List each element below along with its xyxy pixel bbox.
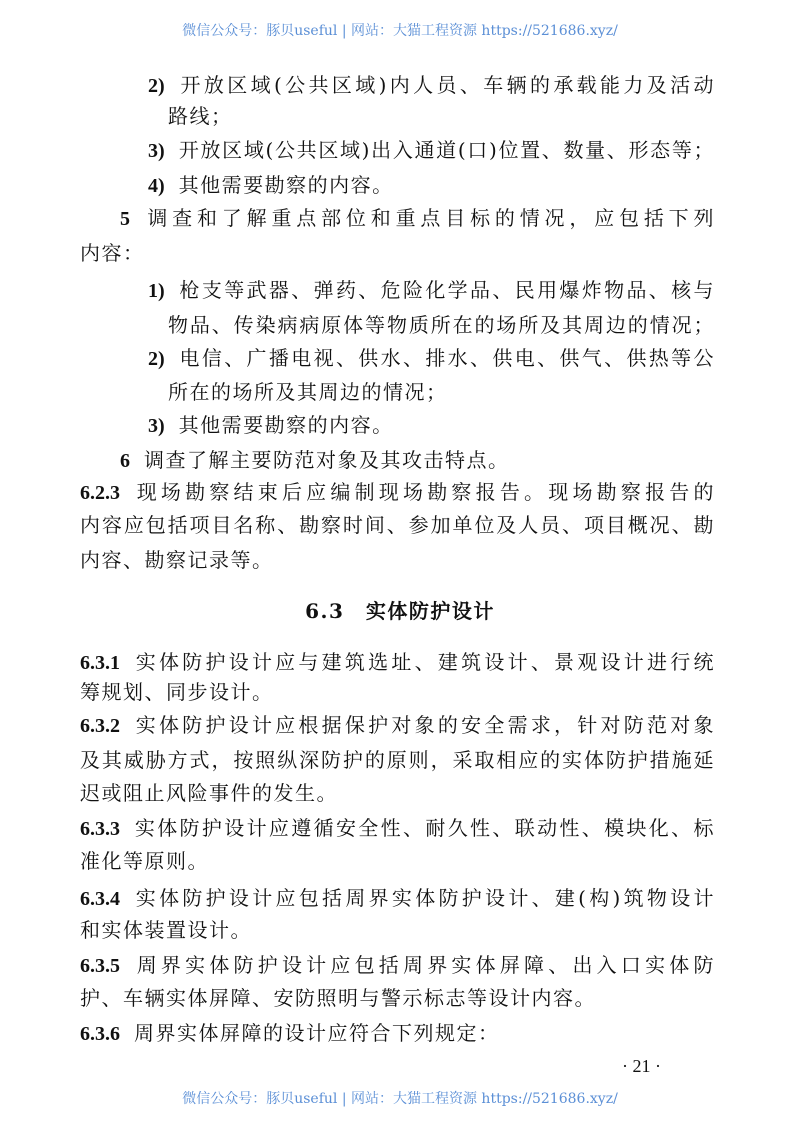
text-line	[80, 917, 252, 943]
clause-text: 内容、勘察记录等。	[80, 548, 274, 572]
clause-text: 周界实体防护设计应包括周界实体屏障、出入口实体防	[134, 953, 715, 977]
clause-number: 3)	[148, 415, 165, 437]
clause-number: 6.2.3	[80, 482, 120, 504]
clause-text: 物品、传染病病原体等物质所在的场所及其周边的情况；	[168, 313, 715, 337]
clause-text: 其他需要勘察的内容。	[178, 173, 394, 197]
text-line	[80, 815, 715, 841]
clause-text: 开放区域(公共区域)内人员、车辆的承载能力及活动	[178, 73, 715, 97]
clause-number: 2)	[148, 75, 165, 97]
clause-number: 6	[120, 450, 130, 472]
watermark-top: 微信公众号：豚贝useful | 网站：大猫工程资源 https://521686.xyz/	[182, 23, 618, 39]
clause-text: 及其威胁方式，按照纵深防护的原则，采取相应的实体防护措施延	[80, 748, 715, 772]
text-line	[80, 547, 274, 573]
text-line	[80, 712, 715, 738]
text-line	[80, 1020, 500, 1047]
text-line	[120, 205, 715, 231]
clause-number: 6.3.5	[80, 955, 120, 977]
text-line	[80, 985, 596, 1011]
clause-number: 6.3.4	[80, 888, 120, 910]
clause-number: 6.3.2	[80, 715, 120, 737]
clause-number: 4)	[148, 175, 165, 197]
clause-number: 3)	[148, 140, 165, 162]
text-line	[80, 885, 715, 911]
clause-text: 实体防护设计应根据保护对象的安全需求，针对防范对象	[134, 713, 715, 737]
text-line	[80, 780, 338, 806]
clause-text: 调查和了解重点部位和重点目标的情况，应包括下列	[144, 206, 715, 230]
clause-text: 和实体装置设计。	[80, 918, 252, 942]
clause-number: 1)	[148, 280, 165, 302]
clause-number: 5	[120, 208, 130, 230]
clause-text: 筹规划、同步设计。	[80, 680, 274, 704]
clause-text: 所在的场所及其周边的情况；	[168, 380, 448, 404]
text-line	[80, 679, 274, 705]
text-line	[148, 345, 715, 371]
clause-text: 护、车辆实体屏障、安防照明与警示标志等设计内容。	[80, 986, 596, 1010]
clause-text: 实体防护设计应与建筑选址、建筑设计、景观设计进行统	[134, 650, 715, 674]
clause-text: 路线；	[168, 104, 233, 128]
text-line	[80, 848, 209, 874]
clause-text: 其他需要勘察的内容。	[178, 413, 394, 437]
clause-text: 内容应包括项目名称、勘察时间、参加单位及人员、项目概况、勘	[80, 513, 715, 537]
clause-text: 准化等原则。	[80, 849, 209, 873]
text-line	[148, 412, 394, 439]
clause-text: 实体防护设计应包括周界实体防护设计、建(构)筑物设计	[134, 886, 715, 910]
text-line	[80, 512, 715, 538]
clause-text: 开放区域(公共区域)出入通道(口)位置、数量、形态等；	[178, 138, 715, 162]
text-line	[80, 952, 715, 978]
clause-text: 现场勘察结束后应编制现场勘察报告。现场勘察报告的	[134, 480, 715, 504]
clause-number: 2)	[148, 348, 165, 370]
text-line	[120, 447, 510, 474]
text-line	[168, 379, 448, 405]
clause-text: 迟或阻止风险事件的发生。	[80, 781, 338, 805]
clause-number: 6.3.1	[80, 652, 120, 674]
clause-number: 6.3.6	[80, 1023, 120, 1045]
clause-text: 调查了解主要防范对象及其攻击特点。	[144, 448, 510, 472]
text-line	[168, 103, 233, 129]
text-line	[148, 137, 715, 163]
text-line	[148, 172, 394, 199]
text-line	[80, 479, 715, 505]
section-title: 6.3 实体防护设计	[305, 599, 495, 623]
clause-number: 6.3.3	[80, 818, 120, 840]
text-line	[148, 72, 715, 98]
text-line	[168, 312, 715, 338]
watermark-bottom: 微信公众号：豚贝useful | 网站：大猫工程资源 https://521686.xyz/	[182, 1091, 618, 1107]
text-line	[148, 277, 715, 303]
text-line	[80, 240, 145, 266]
clause-text: 电信、广播电视、供水、排水、供电、供气、供热等公	[178, 346, 715, 370]
clause-text: 周界实体屏障的设计应符合下列规定：	[134, 1021, 500, 1045]
text-line	[80, 649, 715, 675]
clause-text: 内容：	[80, 241, 145, 265]
clause-text: 实体防护设计应遵循安全性、耐久性、联动性、模块化、标	[134, 816, 715, 840]
text-line	[80, 747, 715, 773]
clause-text: 枪支等武器、弹药、危险化学品、民用爆炸物品、核与	[178, 278, 715, 302]
page-number: · 21 ·	[622, 1056, 661, 1076]
